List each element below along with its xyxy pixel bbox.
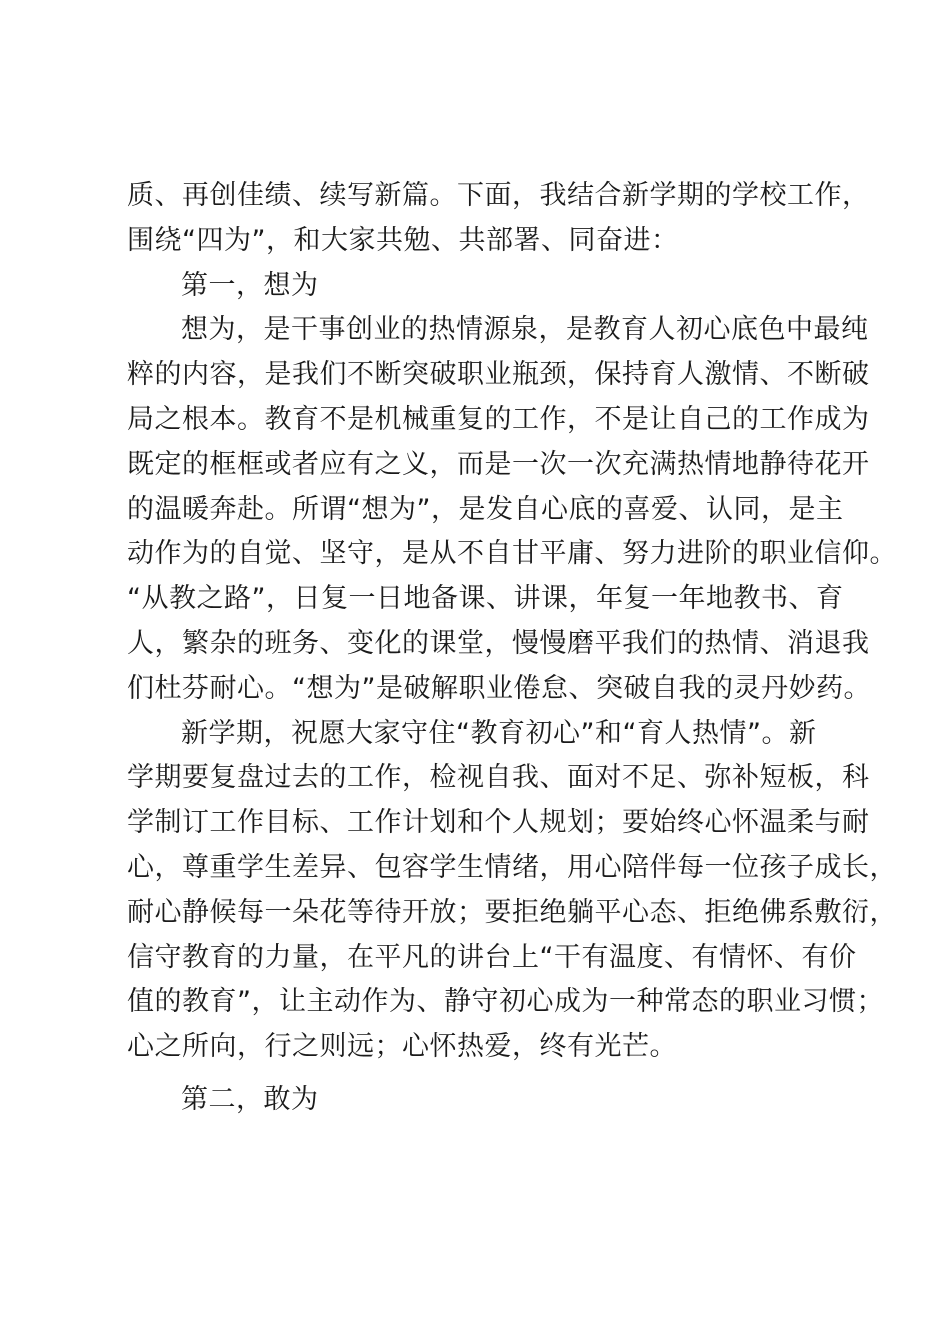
section-heading-first <box>127 264 867 309</box>
text-line: 的温暖奔赴。所谓“想为”，是发自心底的喜爱、认同，是主 <box>127 493 844 525</box>
text-line: 新学期，祝愿大家守住“教育初心”和“育人热情”。新 <box>181 717 817 749</box>
section-heading-second <box>127 1078 867 1123</box>
text-line: 围绕“四为”，和大家共勉、共部署、同奋进： <box>127 224 679 256</box>
text-line: 们杜芬耐心。“想为”是破解职业倦怠、突破自我的灵丹妙药。 <box>127 672 871 704</box>
text-line: 耐心静候每一朵花等待开放；要拒绝躺平心态、拒绝佛系敷衍， <box>127 896 897 928</box>
paragraph-xiangwei <box>127 308 897 711</box>
body-text <box>127 174 897 1123</box>
heading-text: 第二，敢为 <box>181 1083 319 1115</box>
paragraph-new-semester <box>127 712 897 1070</box>
text-line: 既定的框框或者应有之义，而是一次一次充满热情地静待花开 <box>127 448 870 480</box>
text-line: 心之所向，行之则远；心怀热爱，终有光芒。 <box>127 1031 677 1063</box>
heading-text: 第一，想为 <box>181 269 319 301</box>
text-line: 粹的内容，是我们不断突破职业瓶颈，保持育人激情、不断破 <box>127 359 870 391</box>
text-line: 想为，是干事创业的热情源泉，是教育人初心底色中最纯 <box>181 314 869 346</box>
text-line: 学制订工作目标、工作计划和个人规划；要始终心怀温柔与耐 <box>127 807 870 839</box>
text-line: 信守教育的力量，在平凡的讲台上“干有温度、有情怀、有价 <box>127 941 857 973</box>
text-line: 值的教育”，让主动作为、静守初心成为一种常态的职业习惯； <box>127 986 884 1018</box>
paragraph-intro-continuation <box>127 174 870 264</box>
text-line: “从教之路”，日复一日地备课、讲课，年复一年地教书、育 <box>127 583 844 615</box>
text-line: 心，尊重学生差异、包容学生情绪，用心陪伴每一位孩子成长， <box>127 851 897 883</box>
text-line: 质、再创佳绩、续写新篇。下面，我结合新学期的学校工作， <box>127 180 870 211</box>
text-line: 动作为的自觉、坚守，是从不自甘平庸、努力进阶的职业信仰。 <box>127 538 897 570</box>
text-line: 学期要复盘过去的工作，检视自我、面对不足、弥补短板，科 <box>127 762 870 794</box>
text-line: 局之根本。教育不是机械重复的工作，不是让自己的工作成为 <box>127 403 870 435</box>
text-line: 人，繁杂的班务、变化的课堂，慢慢磨平我们的热情、消退我 <box>127 627 870 659</box>
